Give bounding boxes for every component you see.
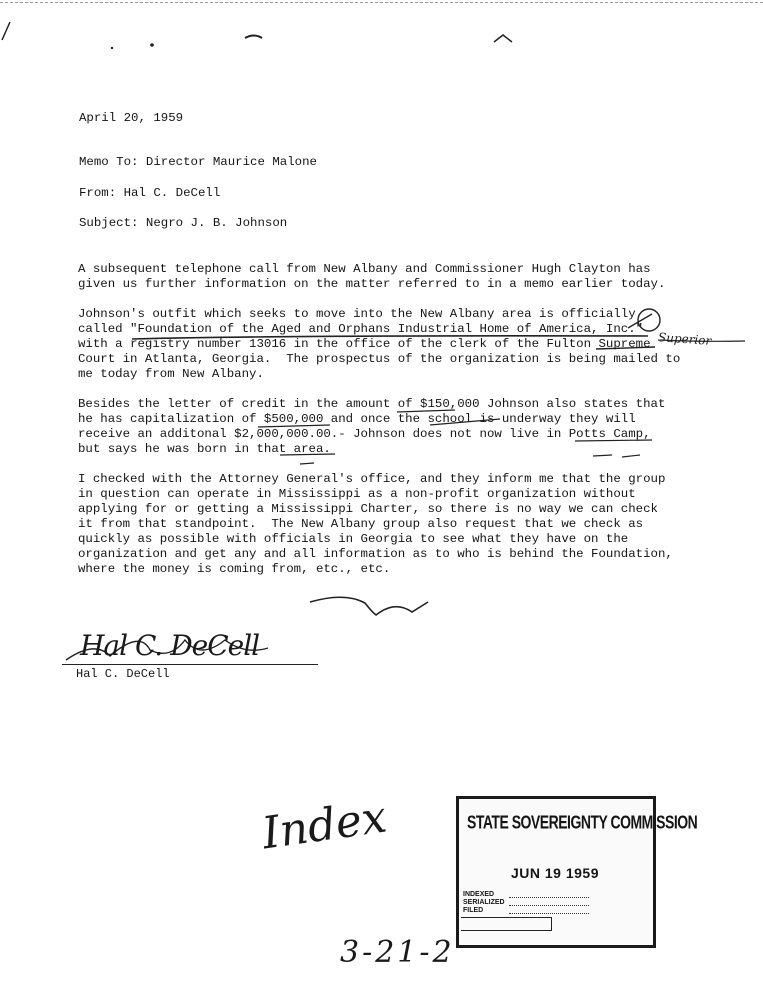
memo-to: Memo To: Director Maurice Malone (79, 155, 317, 169)
memo-from: From: Hal C. DeCell (79, 186, 221, 200)
stamp-fields (463, 891, 505, 915)
signature-name: Hal C. DeCell (76, 667, 170, 681)
paragraph-line: Johnson's outfit which seeks to move into the New Albany area is officially (78, 307, 636, 321)
paragraph-3 (78, 397, 708, 457)
margin-note-superior: Superior (657, 330, 712, 348)
stamp-dotted-line (509, 897, 589, 898)
paragraph-line: applying for or getting a Mississippi Charter, so there is no way we can check (78, 502, 658, 516)
paragraph-2 (78, 307, 708, 382)
paragraph-4 (78, 472, 708, 577)
stray-dot (150, 43, 154, 47)
paragraph-1 (78, 262, 708, 292)
stray-mark (245, 36, 262, 39)
paragraph-line: Court in Atlanta, Georgia. The prospectus of the organization is being mailed to (78, 352, 681, 366)
paragraph-line: where the money is coming from, etc., etc. (78, 562, 391, 576)
commission-stamp (456, 796, 698, 948)
paragraph-line: Besides the letter of credit in the amount of $150,000 Johnson also states that (78, 397, 666, 411)
paragraph-line: but says he was born in that area. (78, 442, 331, 456)
scan-top-edge (0, 2, 763, 3)
paragraph-line: given us further information on the matter referred to in a memo earlier today. (78, 277, 666, 291)
signature-line (62, 664, 318, 665)
paragraph-line: in question can operate in Mississippi as a non-profit organization without (78, 487, 636, 501)
handwritten-index: Index (259, 791, 390, 860)
paragraph-line: I checked with the Attorney General's office, and they inform me that the group (78, 472, 666, 486)
paragraph-line: A subsequent telephone call from New Albany and Commissioner Hugh Clayton has (78, 262, 651, 276)
paragraph-line: it from that standpoint. The New Albany group also request that we check as (78, 517, 644, 531)
stamp-date: JUN 19 1959 (511, 865, 600, 881)
paragraph-line: me today from New Albany. (78, 367, 264, 381)
stamp-title: STATE SOVEREIGNTY COMMISSION (467, 811, 698, 833)
stamp-field: SERIALIZED (463, 899, 505, 906)
stamp-box (461, 917, 552, 931)
memo-date: April 20, 1959 (79, 111, 184, 125)
paragraph-line: quickly as possible with officials in Georgia to see what they have on the (78, 532, 629, 546)
stray-mark (2, 22, 10, 40)
memo-subject: Subject: Negro J. B. Johnson (79, 216, 288, 230)
stamp-dotted-line (509, 913, 589, 914)
paragraph-line: organization and get any and all information as to who is behind the Foundation, (78, 547, 673, 561)
stray-dot (111, 47, 113, 49)
paragraph-line: called "Foundation of the Aged and Orphans Industrial Home of America, Inc." (78, 322, 644, 336)
paragraph-line: receive an additonal $2,000,000.00.- Johnson does not now live in Potts Camp, (78, 427, 651, 441)
stamp-field: INDEXED (463, 891, 495, 898)
dash-mark (300, 463, 314, 464)
stamp-field: FILED (463, 907, 484, 914)
handwritten-signature: Hal C. DeCell (80, 629, 260, 662)
stray-mark (494, 35, 512, 42)
stamp-dotted-line (509, 905, 589, 906)
paragraph-line: with a registry number 13016 in the office of the clerk of the Fulton Supreme (78, 337, 651, 351)
paragraph-line: he has capitalization of $500,000 and once the school is underway they will (78, 412, 636, 426)
check-flourish (310, 597, 428, 615)
file-number: 3-21-2 (340, 935, 455, 970)
